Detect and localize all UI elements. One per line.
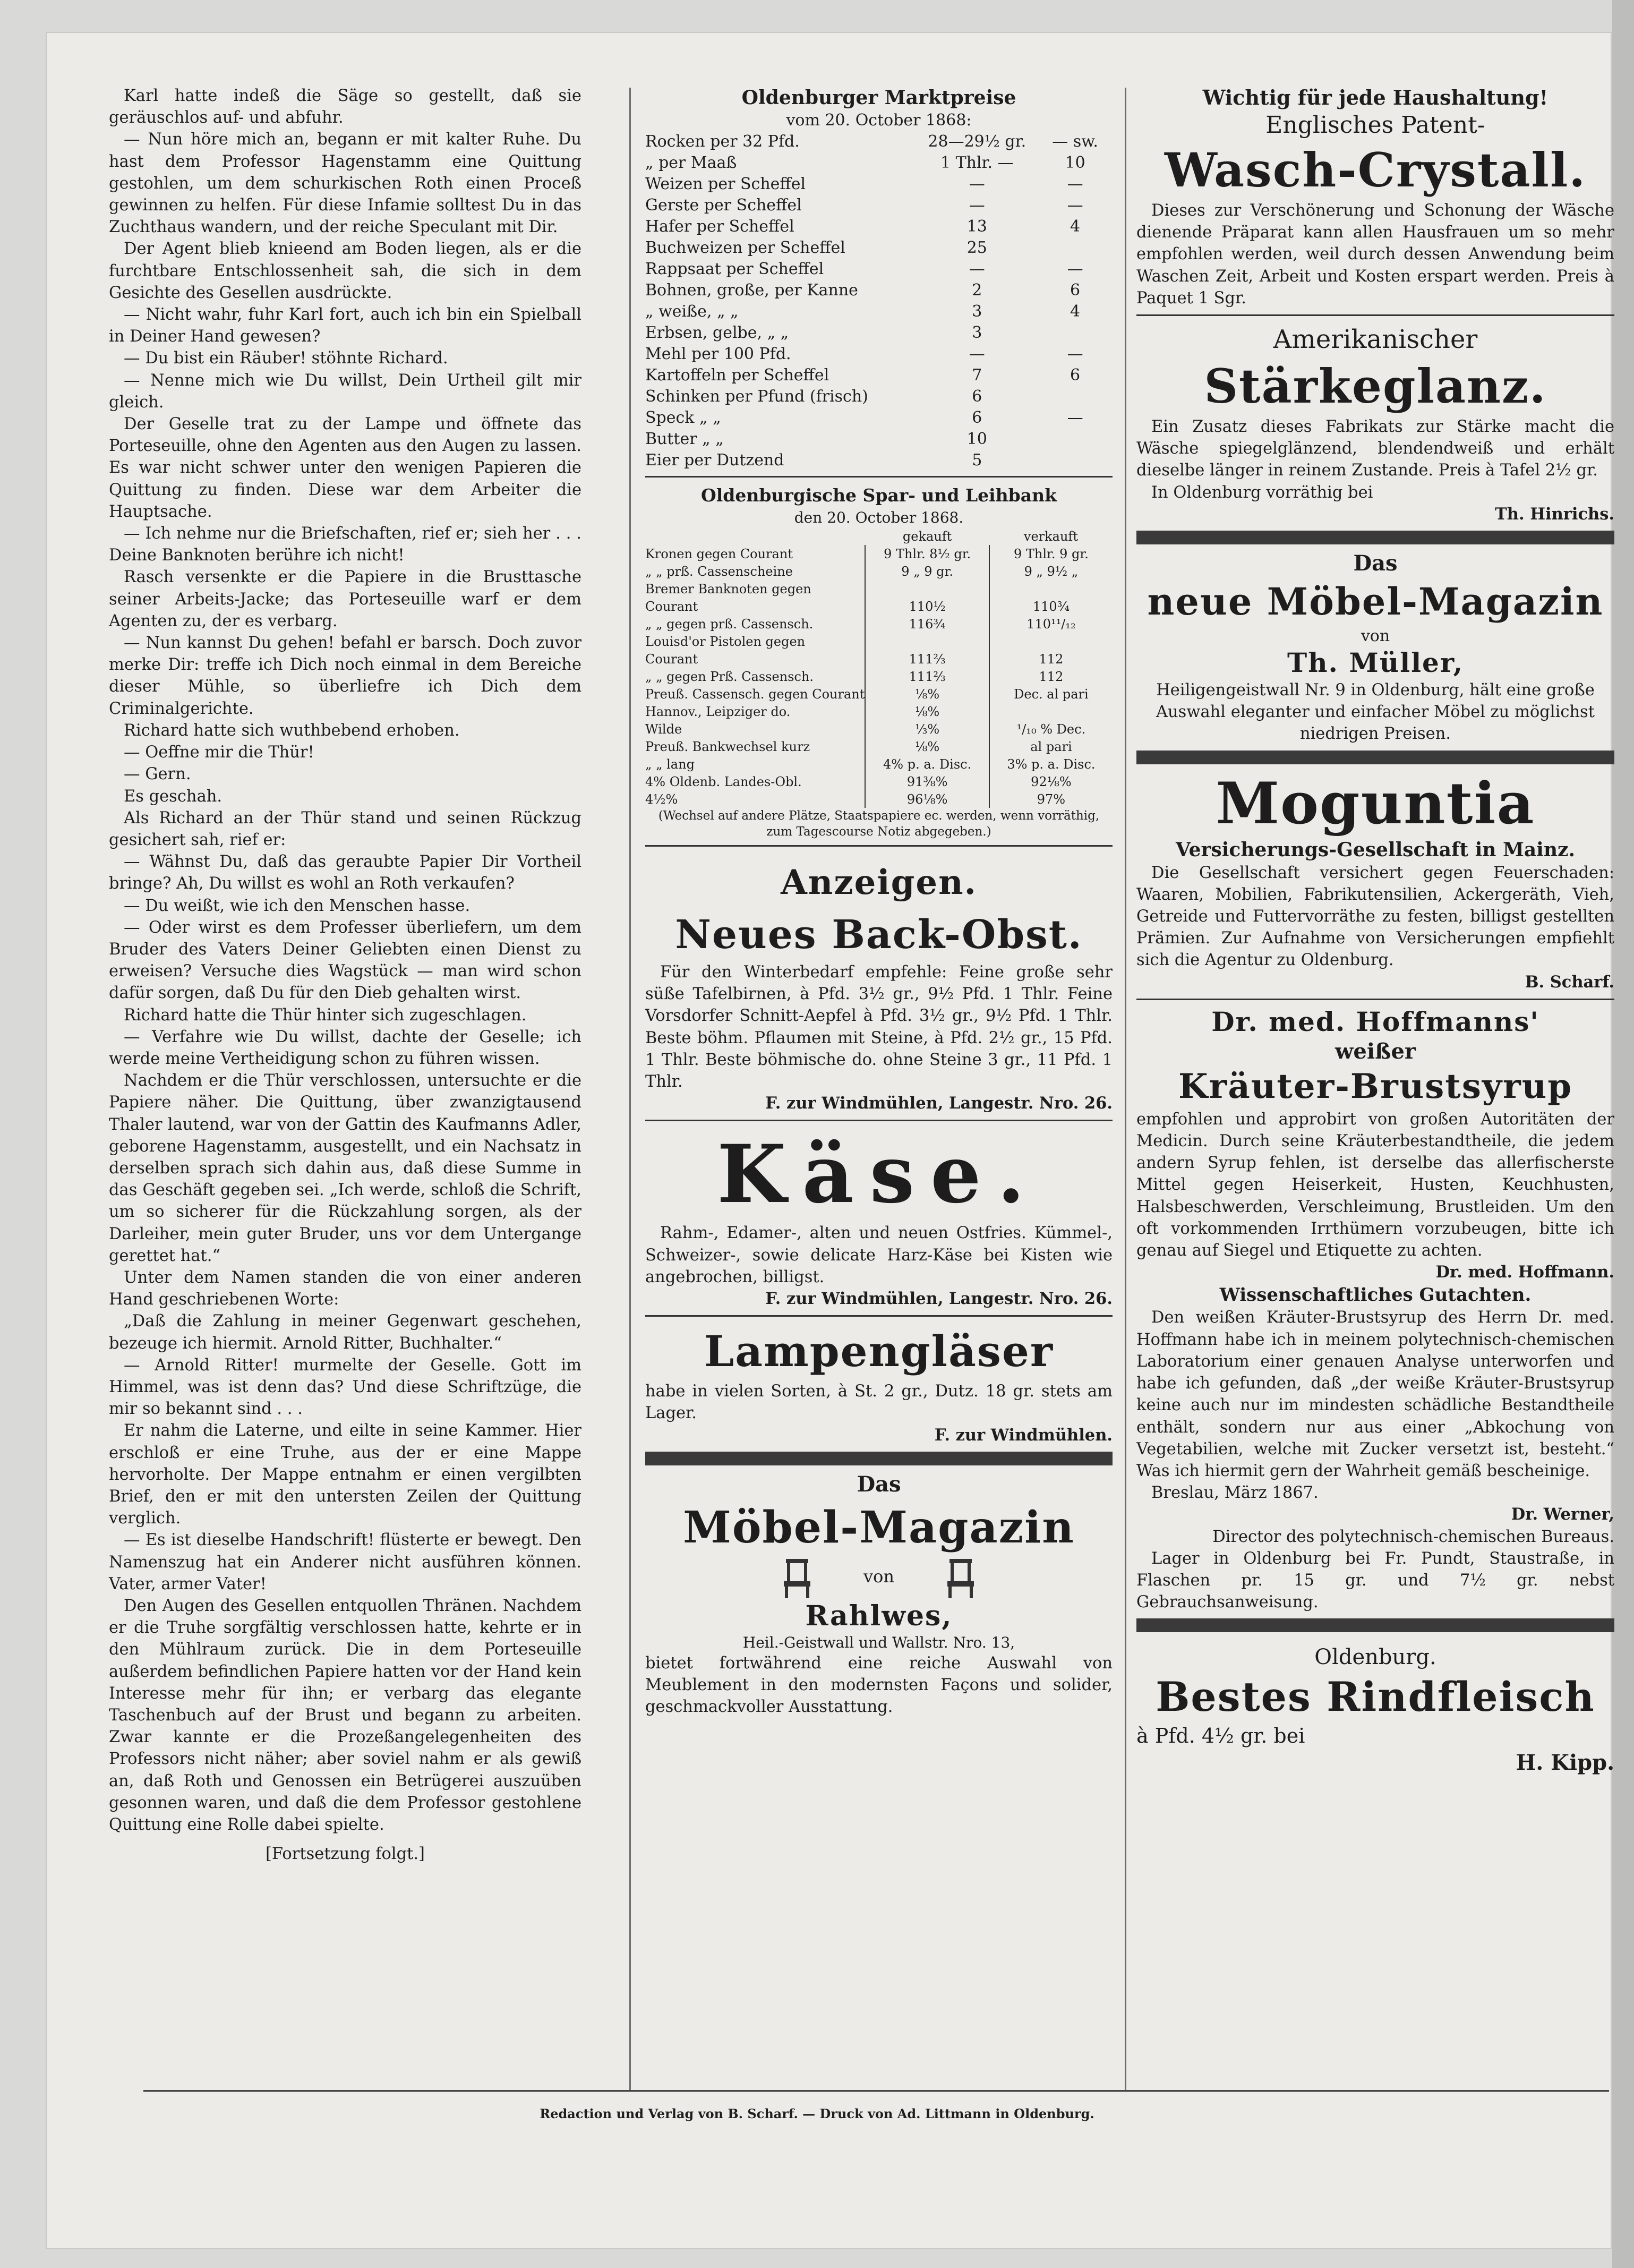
- market-row: [645, 131, 1113, 152]
- market-sub-price: [1038, 322, 1113, 343]
- bank-row: [645, 755, 1113, 773]
- story-paragraph: „Daß die Zahlung in meiner Gegenwart geschehen, bezeuge ich hiermit. Arnold Ritter, Buchhalter.“: [109, 1312, 581, 1353]
- hoff-text: empfohlen und approbirt von großen Autoritäten der Medicin. Durch seine Kräuterbestandtheile, die jedem andern Syrup fehlen, ist derselbe das allerfischerste Mittel gegen Heiserkeit, Husten, Keuchhusten, Halsbeschwerden, Verschleimung, Brustleiden. Um den oft vorkommenden Irrthümern vorzubeugen, bitte ich genau auf Siegel und Etiquette zu achten.: [1136, 1110, 1614, 1260]
- story-paragraph: — Verfahre wie Du willst, dachte der Geselle; ich werde meine Vertheidigung schon zu führen wissen.: [109, 1027, 581, 1068]
- story-paragraph: — Ich nehme nur die Briefschaften, rief er; sieh her . . . Deine Banknoten berühre ich nicht!: [109, 524, 581, 565]
- bank-note: (Wechsel auf andere Plätze, Staatspapiere ec. werden, wenn vorräthig, zum Tagescourse Notiz abgegeben.): [658, 809, 1100, 839]
- footer-rule: [143, 2090, 1609, 2092]
- market-item: Erbsen, gelbe, „ „: [645, 323, 789, 342]
- bank-buy: 111⅔: [865, 650, 989, 668]
- market-item: Speck „ „: [645, 408, 721, 427]
- lampen-text: habe in vielen Sorten, à St. 2 gr., Dutz. 18 gr. stets am Lager.: [645, 1382, 1113, 1423]
- bank-sell: al pari: [989, 738, 1113, 755]
- bank-item: „ „ prß. Cassenscheine: [645, 564, 793, 579]
- moebel-das: Das: [857, 1471, 901, 1497]
- moebel-name: Rahlwes,: [805, 1599, 953, 1632]
- bank-sell: ¹/₁₀ % Dec.: [989, 720, 1113, 738]
- column-rule-2: [1125, 88, 1126, 2090]
- moebel-title: Möbel-Magazin: [683, 1502, 1075, 1553]
- market-price: 6: [972, 408, 982, 427]
- market-price: 10: [966, 429, 987, 448]
- bank-sell: 110¾: [989, 598, 1113, 615]
- ads-heading: Anzeigen.: [781, 863, 977, 902]
- story-paragraph: — Nun höre mich an, begann er mit kalter Ruhe. Du hast dem Professor Hagenstamm eine Quittung gestohlen, um dem schurkischen Roth einen Proceß gewinnen zu helfen. Für diese Infamie solltest Du in das Zuchthaus wandern, und der reiche Speculant mit Dir.: [109, 130, 581, 237]
- kaese-text: Rahm-, Edamer-, alten und neuen Ostfries. Kümmel-, Schweizer-, sowie delicate Harz-Käse bei Kisten wie angebrochen, billigst.: [645, 1224, 1113, 1286]
- rind-text: à Pfd. 4½ gr. bei: [1136, 1724, 1305, 1748]
- market-item: Weizen per Scheffel: [645, 174, 806, 193]
- market-price: 2: [972, 280, 982, 300]
- bank-item: Hannov., Leipziger do.: [645, 704, 791, 719]
- market-price: 28—29½ gr.: [928, 132, 1026, 151]
- bank-item: Wilde: [645, 721, 682, 737]
- wichtig-line: Wichtig für jede Haushaltung!: [1202, 86, 1549, 109]
- patent-line: Englisches Patent-: [1265, 112, 1485, 139]
- bank-col-buy: gekauft: [902, 528, 952, 544]
- market-price: 25: [966, 238, 987, 257]
- bank-sell: Dec. al pari: [989, 685, 1113, 703]
- bank-sell: 9 „ 9½ „: [989, 562, 1113, 580]
- bank-sell: 9 Thlr. 9 gr.: [989, 545, 1113, 562]
- story-paragraph: — Oder wirst es dem Professer überliefern, um dem Bruder des Vaters Deiner Geliebten einen Dienst zu erweisen? Versuche dies Wagstück — man wird schon dafür sorgen, daß Du für den Dieb gehalten wirst.: [109, 918, 581, 1003]
- crystal-title: Wasch-Crystall.: [1164, 142, 1587, 198]
- story-paragraph: — Nun kannst Du gehen! befahl er barsch. Doch zuvor merke Dir: treffe ich Dich noch einmal in dem Bereiche dieser Mühle, so überliefre ich Dich dem Criminalgerichte.: [109, 634, 581, 718]
- bank-buy: [865, 580, 989, 598]
- market-item: Gerste per Scheffel: [645, 195, 802, 215]
- bank-sell: 112: [989, 668, 1113, 685]
- story-paragraph: — Oeffne mir die Thür!: [124, 743, 314, 762]
- market-sub-price: —: [1067, 408, 1083, 427]
- market-row: [645, 173, 1113, 194]
- market-sub-price: [1038, 237, 1113, 258]
- bank-buy: 96⅛%: [865, 790, 989, 808]
- bank-sell: 97%: [989, 790, 1113, 808]
- bank-item: Preuß. Bankwechsel kurz: [645, 739, 810, 754]
- market-sub-price: 10: [1065, 153, 1085, 172]
- market-row: [645, 279, 1113, 301]
- bank-sell: [989, 633, 1113, 650]
- market-price: 3: [972, 323, 982, 342]
- imprint-footer: Redaction und Verlag von B. Scharf. — Druck von Ad. Littmann in Oldenburg.: [540, 2106, 1094, 2121]
- market-price: —: [969, 259, 985, 278]
- bank-item: Courant: [645, 651, 698, 667]
- bank-sell: 110¹¹/₁₂: [989, 615, 1113, 633]
- neue-title: neue Möbel-Magazin: [1147, 579, 1604, 624]
- bank-item: „ „ gegen Prß. Cassensch.: [645, 669, 814, 684]
- bank-item: Louisd'or Pistolen gegen: [645, 634, 806, 649]
- market-sub-price: 4: [1070, 302, 1081, 321]
- chair-icon: [778, 1557, 816, 1599]
- market-sub-price: [1038, 449, 1113, 471]
- rind-city: Oldenburg.: [1314, 1645, 1436, 1670]
- divider: [645, 1120, 1113, 1121]
- market-price: 3: [972, 302, 982, 321]
- bank-item: Kronen gegen Courant: [645, 546, 793, 561]
- bank-item: Preuß. Cassensch. gegen Courant: [645, 686, 865, 702]
- bank-buy: 4% p. a. Disc.: [865, 755, 989, 773]
- story-paragraph: Richard hatte sich wuthbebend erhoben.: [124, 721, 460, 740]
- market-row: [645, 322, 1113, 343]
- story-paragraph: Unter dem Namen standen die von einer anderen Hand geschriebenen Worte:: [109, 1268, 581, 1309]
- chair-icon: [942, 1557, 979, 1599]
- bank-buy: 116¾: [865, 615, 989, 633]
- story-paragraph: — Nenne mich wie Du willst, Dein Urtheil gilt mir gleich.: [109, 371, 581, 412]
- bank-buy: 9 Thlr. 8½ gr.: [865, 545, 989, 562]
- market-date: vom 20. October 1868:: [786, 111, 972, 130]
- market-row: [645, 194, 1113, 216]
- bank-date: den 20. October 1868.: [794, 509, 964, 526]
- moebel-text: bietet fortwährend eine reiche Auswahl von Meublement in den modernsten Façons und solider, geschmackvoller Ausstattung.: [645, 1653, 1113, 1717]
- story-paragraph: — Arnold Ritter! murmelte der Geselle. Gott im Himmel, was ist denn das? Und diese Schriftzüge, die mir so bekannt sind . . .: [109, 1355, 581, 1419]
- moguntia-text: Die Gesellschaft versichert gegen Feuerschaden: Waaren, Mobilien, Fabrikutensilien, Ackergeräth, Vieh, Getreide und Futtervorräthe zu festen, billigst gestellten Prämien. Zur Aufnahme von Versicherungen empfiehlt sich die Agentur zu Oldenburg.: [1136, 863, 1614, 970]
- bank-item: „ „ lang: [645, 756, 695, 772]
- bank-item: 4% Oldenb. Landes-Obl.: [645, 774, 802, 789]
- market-row: [645, 428, 1113, 449]
- bank-sell: 92⅛%: [989, 773, 1113, 790]
- moguntia-title: Moguntia: [1216, 770, 1535, 837]
- rind-title: Bestes Rindfleisch: [1156, 1673, 1595, 1721]
- bank-buy: 110½: [865, 598, 989, 615]
- backobst-text: Für den Winterbedarf empfehle: Feine große sehr süße Tafelbirnen, à Pfd. 3½ gr., 9½ Pfd. 1 Thlr. Feine Vorsdorfer Schnitt-Aepfel à Pfd. 3½ gr., 9½ Pfd. 1 Thlr. Beste böhm. Pflaumen mit Steine, à Pfd. 2½ gr., 15 Pfd. 1 Thlr. Beste böhmische do. ohne Steine 3 gr., 11 Pfd. 1 Thlr.: [645, 963, 1113, 1092]
- market-and-ads-column: [645, 85, 1113, 1718]
- market-item: Hafer per Scheffel: [645, 217, 794, 236]
- bank-item: „ „ gegen prß. Cassensch.: [645, 616, 814, 632]
- gutachten-role: Director des polytechnisch-chemischen Bureaus.: [1212, 1527, 1614, 1546]
- divider-thick: [1136, 531, 1614, 544]
- bank-row: [645, 650, 1113, 668]
- ads-column-right: [1136, 85, 1614, 1777]
- divider-thick: [1136, 751, 1614, 764]
- bank-row: [645, 598, 1113, 615]
- gutachten-lager: Lager in Oldenburg bei Fr. Pundt, Staustraße, in Flaschen pr. 15 gr. und 7½ gr. nebst Gebrauchsanweisung.: [1136, 1549, 1614, 1612]
- story-paragraph: Richard hatte die Thür hinter sich zugeschlagen.: [124, 1005, 527, 1025]
- crystal-text: Dieses zur Verschönerung und Schonung der Wäsche dienende Präparat kann allen Hausfrauen um so mehr empfohlen werden, weil durch dessen Anwendung beim Waschen Zeit, Arbeit und Kosten erspart werden. Preis à Paquet 1 Sgr.: [1136, 201, 1614, 308]
- column-rule-1: [629, 88, 631, 2090]
- story-paragraph: Der Agent blieb knieend am Boden liegen, als er die furchtbare Entschlossenheit sah, die sich in dem Gesichte des Gesellen ausdrückte.: [109, 240, 581, 302]
- bank-row: [645, 720, 1113, 738]
- gutachten-place: Breslau, März 1867.: [1151, 1483, 1319, 1503]
- market-item: Butter „ „: [645, 429, 724, 448]
- market-item: „ weiße, „ „: [645, 302, 739, 321]
- market-row: [645, 449, 1113, 471]
- market-sub-price: — sw.: [1052, 132, 1098, 151]
- neue-name: Th. Müller,: [1287, 647, 1464, 679]
- market-item: Bohnen, große, per Kanne: [645, 280, 858, 300]
- bank-buy: 111⅔: [865, 668, 989, 685]
- staerke-sign: Th. Hinrichs.: [1495, 504, 1614, 524]
- bank-row: [645, 545, 1113, 562]
- bank-col-sell: verkauft: [1023, 528, 1078, 544]
- hoff-syrup: Kräuter-Brustsyrup: [1178, 1066, 1573, 1106]
- market-price: 13: [966, 217, 987, 236]
- hoff-title: Dr. med. Hoffmanns': [1211, 1005, 1539, 1037]
- story-paragraph: — Du bist ein Räuber! stöhnte Richard.: [124, 349, 448, 368]
- backobst-title: Neues Back-Obst.: [675, 912, 1083, 958]
- kaese-title: Käse.: [717, 1128, 1041, 1222]
- market-price: 6: [972, 387, 982, 406]
- story-paragraph: — Gern.: [124, 765, 191, 784]
- bank-item: Courant: [645, 599, 698, 614]
- bank-item: 4½%: [645, 791, 678, 807]
- rind-sign: H. Kipp.: [1516, 1750, 1614, 1776]
- bank-item: Bremer Banknoten gegen: [645, 581, 811, 596]
- bank-buy: ⅛%: [865, 703, 989, 720]
- bank-sell: [989, 580, 1113, 598]
- market-row: [645, 343, 1113, 364]
- neue-von: von: [1361, 627, 1390, 646]
- market-price: 1 Thlr. —: [940, 153, 1014, 172]
- moguntia-sign: B. Scharf.: [1525, 972, 1614, 992]
- market-price: 5: [972, 450, 982, 470]
- lampen-sign: F. zur Windmühlen.: [934, 1425, 1113, 1445]
- market-row: [645, 301, 1113, 322]
- market-row: [645, 258, 1113, 279]
- market-sub-price: —: [1067, 174, 1083, 193]
- market-row: [645, 364, 1113, 386]
- moguntia-sub: Versicherungs-Gesellschaft in Mainz.: [1175, 838, 1576, 861]
- bank-buy: 9 „ 9 gr.: [865, 562, 989, 580]
- bank-sell: [989, 703, 1113, 720]
- divider: [645, 476, 1113, 478]
- bank-buy: ⅓%: [865, 720, 989, 738]
- market-sub-price: 4: [1070, 217, 1081, 236]
- gutachten-sign: Dr. Werner,: [1511, 1505, 1614, 1524]
- amerik-line: Amerikanischer: [1273, 325, 1478, 355]
- hoff-sub: weißer: [1335, 1038, 1416, 1064]
- market-item: Rappsaat per Scheffel: [645, 259, 824, 278]
- bank-row: [645, 633, 1113, 650]
- bank-buy: [865, 633, 989, 650]
- bank-row: [645, 580, 1113, 598]
- story-paragraph: Den Augen des Gesellen entquollen Thränen. Nachdem er die Truhe sorgfältig verschlossen hatte, kehrte er in den Mühlraum zurück. Die in dem Porteseuille außerdem befindlichen Papiere hatten vor der Hand kein Interesse mehr für ihn; er verbarg das elegante Taschenbuch auf der Brust und begann zu arbeiten. Zwar kannte er die Prozeßangelegenheiten des Professors nicht näher; aber soviel nahm er als gewiß an, daß Roth und Genossen ein Betrügerei auszuüben gesonnen waren, und daß die dem Professor gestohlene Quittung eine Rolle dabei spielte.: [109, 1597, 581, 1835]
- market-row: [645, 216, 1113, 237]
- continued-note: [Fortsetzung folgt.]: [266, 1845, 425, 1864]
- story-paragraph: — Wähnst Du, daß das geraubte Papier Dir Vortheil bringe? Ah, Du willst es wohl an Roth verkaufen?: [109, 852, 581, 893]
- market-sub-price: 6: [1070, 365, 1081, 385]
- story-column: [109, 85, 581, 1865]
- kaese-sign: F. zur Windmühlen, Langestr. Nro. 26.: [765, 1289, 1113, 1309]
- bank-row: [645, 615, 1113, 633]
- story-paragraph: Als Richard an der Thür stand und seinen Rückzug gesichert sah, rief er:: [109, 808, 581, 849]
- market-row: [645, 152, 1113, 173]
- market-sub-price: 6: [1070, 280, 1081, 300]
- market-row: [645, 407, 1113, 428]
- market-item: Buchweizen per Scheffel: [645, 238, 845, 257]
- staerke-title: Stärkeglanz.: [1204, 359, 1547, 414]
- market-sub-price: —: [1067, 344, 1083, 363]
- scan-edge: [1612, 0, 1634, 2268]
- divider: [1136, 999, 1614, 1000]
- market-item: Mehl per 100 Pfd.: [645, 344, 791, 363]
- staerke-vorrat: In Oldenburg vorräthig bei: [1151, 483, 1373, 502]
- market-sub-price: —: [1067, 195, 1083, 215]
- market-price: —: [969, 195, 985, 215]
- divider: [645, 845, 1113, 847]
- market-sub-price: [1038, 428, 1113, 449]
- story-paragraph: — Es ist dieselbe Handschrift! flüsterte er bewegt. Den Namenszug hat ein Anderer nicht ausführen können. Vater, armer Vater!: [109, 1531, 581, 1593]
- bank-buy: ⅛%: [865, 738, 989, 755]
- staerke-text: Ein Zusatz dieses Fabrikats zur Stärke macht die Wäsche spiegelglänzend, blendendweiß und erhält dieselbe länger in reinem Zustande. Preis à Tafel 2½ gr.: [1136, 417, 1614, 480]
- gutachten-text: Den weißen Kräuter-Brustsyrup des Herrn Dr. med. Hoffmann habe ich in meinem polytechnisch-chemischen Laboratorium einer genauen Analyse unterworfen und habe ich gefunden, daß „der weiße Kräuter-Brustsyrup keine auch nur im mindesten schädliche Bestandtheile enthält, sondern nur aus einer „Abkochung von Vegetabilien, welche mit Zucker versetzt ist, besteht.“ Was ich hiermit gern der Wahrheit gemäß bescheinige.: [1136, 1308, 1614, 1480]
- market-item: Rocken per 32 Pfd.: [645, 132, 800, 151]
- bank-row: [645, 685, 1113, 703]
- bank-row: [645, 668, 1113, 685]
- divider: [1136, 314, 1614, 316]
- story-paragraph: Rasch versenkte er die Papiere in die Brusttasche seiner Arbeits-Jacke; das Porteseuille warf er dem Agenten zu, der es verbarg.: [109, 568, 581, 630]
- bank-row: [645, 738, 1113, 755]
- market-item: Eier per Dutzend: [645, 450, 784, 470]
- hoff-sign: Dr. med. Hoffmann.: [1435, 1263, 1614, 1282]
- bank-row: [645, 703, 1113, 720]
- neue-text: Heiligengeistwall Nr. 9 in Oldenburg, hält eine große Auswahl eleganter und einfacher Möbel zu möglichst niedrigen Preisen.: [1156, 681, 1595, 744]
- story-paragraph: Er nahm die Laterne, und eilte in seine Kammer. Hier erschloß er eine Truhe, aus der er eine Mappe hervorholte. Der Mappe entnahm er einen vergilbten Brief, den er mit den untersten Zeilen der Quittung verglich.: [109, 1421, 581, 1528]
- bank-sell: 112: [989, 650, 1113, 668]
- market-item: Schinken per Pfund (frisch): [645, 387, 868, 406]
- story-paragraph: Der Geselle trat zu der Lampe und öffnete das Porteseuille, ohne den Agenten aus den Augen zu lassen. Es war nicht schwer unter den wenigen Papieren die Quittung zu finden. Diese war dem Arbeiter die Hauptsache.: [109, 415, 581, 521]
- market-row: [645, 386, 1113, 407]
- bank-sell: 3% p. a. Disc.: [989, 755, 1113, 773]
- moebel-byline: [645, 1557, 1113, 1599]
- lampen-title: Lampengläser: [704, 1326, 1054, 1377]
- story-paragraph: Nachdem er die Thür verschlossen, untersuchte er die Papiere näher. Die Quittung, über zwanzigtausend Thaler lautend, war von der Gattin des Kaufmanns Adler, geborene Hagenstamm, ausgestellt, und ein Nachsatz in derselben sprach sich dahin aus, daß diese Summe in das Geschäft gegeben sei. „Ich werde, schloß die Schrift, um so sicherer für die Rückzahlung sorgen, als der Darleiher, mein guter Bruder, uns vor dem Untergange gerettet hat.“: [109, 1071, 581, 1265]
- moebel-von: von: [863, 1566, 894, 1587]
- market-price: —: [969, 344, 985, 363]
- divider-thick: [645, 1452, 1113, 1465]
- bank-rate-table: [645, 527, 1113, 808]
- story-paragraph: — Du weißt, wie ich den Menschen hasse.: [124, 896, 470, 915]
- market-title: Oldenburger Marktpreise: [741, 87, 1016, 109]
- market-row: [645, 237, 1113, 258]
- story-paragraph: — Nicht wahr, fuhr Karl fort, auch ich bin ein Spielball in Deiner Hand gewesen?: [109, 305, 581, 346]
- market-price-table: [645, 131, 1113, 471]
- divider: [645, 1315, 1113, 1317]
- market-price: 7: [972, 365, 982, 385]
- bank-row: [645, 790, 1113, 808]
- bank-title: Oldenburgische Spar- und Leihbank: [700, 485, 1057, 506]
- bank-buy: 91⅜%: [865, 773, 989, 790]
- backobst-sign: F. zur Windmühlen, Langestr. Nro. 26.: [765, 1094, 1113, 1113]
- neue-das: Das: [1353, 551, 1398, 576]
- market-item: Kartoffeln per Scheffel: [645, 365, 829, 385]
- moebel-addr: Heil.-Geistwall und Wallstr. Nro. 13,: [742, 1633, 1015, 1651]
- gutachten-title: Wissenschaftliches Gutachten.: [1219, 1284, 1532, 1306]
- story-paragraph: Es geschah.: [124, 787, 223, 806]
- market-sub-price: [1038, 386, 1113, 407]
- bank-row: [645, 773, 1113, 790]
- market-price: —: [969, 174, 985, 193]
- market-sub-price: —: [1067, 259, 1083, 278]
- divider-thick: [1136, 1618, 1614, 1632]
- market-item: „ per Maaß: [645, 153, 737, 172]
- bank-row: [645, 562, 1113, 580]
- story-paragraph: Karl hatte indeß die Säge so gestellt, daß sie geräuschlos auf- und abfuhr.: [109, 87, 581, 127]
- bank-buy: ⅛%: [865, 685, 989, 703]
